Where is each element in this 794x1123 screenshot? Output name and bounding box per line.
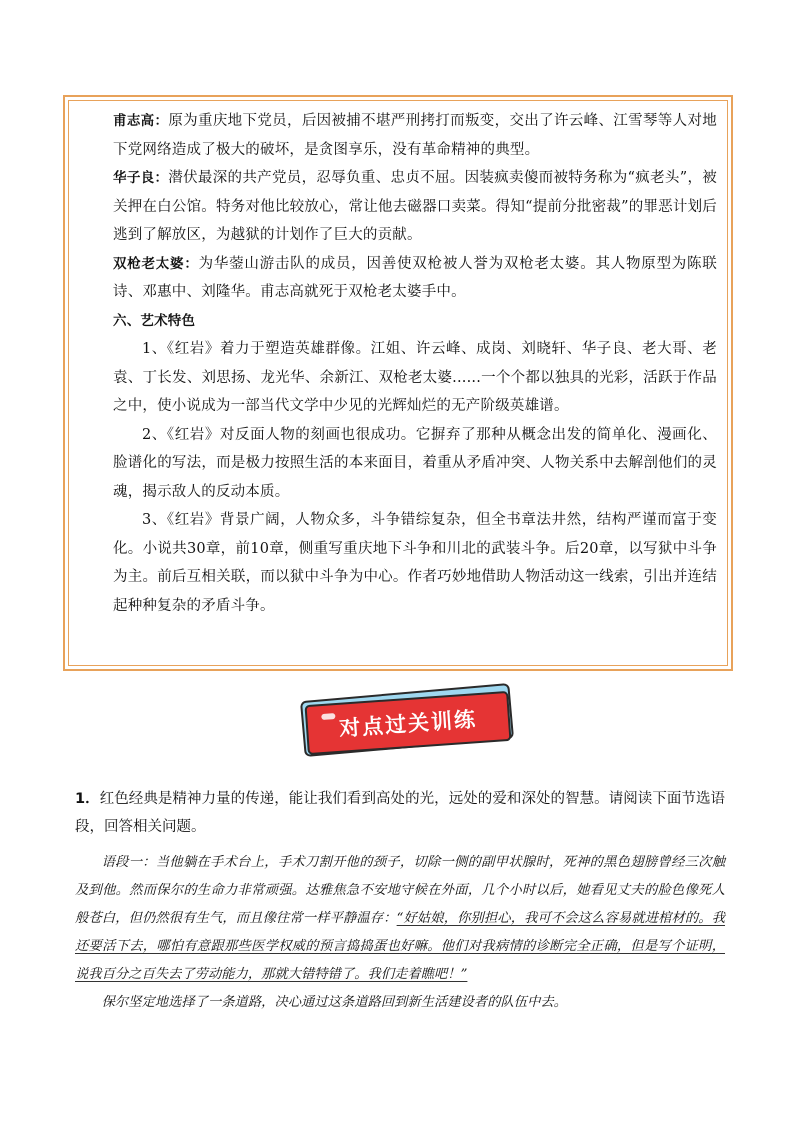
section-heading: 六、艺术特色 <box>113 312 196 329</box>
art-point: 3、《红岩》背景广阔，人物众多，斗争错综复杂，但全书章法井然，结构严谨而富于变化。小说共30章，前10章，侧重写重庆地下斗争和川北的武装斗争。后20章，以写狱中斗争为主。前后互相关联，而以狱中斗争为中心。作者巧妙地借助人物活动这一线索，引出并连结起种种复杂的矛盾斗争。 <box>113 512 717 614</box>
character-name: 双枪老太婆： <box>113 255 199 272</box>
banner-title: 对点过关训练 <box>338 707 478 741</box>
passage-block <box>75 849 725 1017</box>
character-entry <box>113 107 717 164</box>
section-banner <box>300 688 514 758</box>
passage-paragraph <box>75 849 725 989</box>
passage-quote-underlined: “好姑娘，你别担心，我可不会这么容易就进棺材的。我还要活下去，哪怕有意跟那些医学权威的预言捣捣蛋也好嘛。他们对我病情的诊断完全正确，但是写个证明，说我百分之百失去了劳动能力，那就大错特错了。我们走着瞧吧！” <box>75 911 726 982</box>
art-point: 1、《红岩》着力于塑造英雄群像。江姐、许云峰、成岗、刘晓轩、华子良、老大哥、老袁、丁长发、刘思扬、龙光华、余新江、双枪老太婆......一个个都以独具的光彩，活跃于作品之中，使小说成为一部当代文学中少见的光辉灿烂的无产阶级英雄谱。 <box>113 341 717 414</box>
character-desc: 潜伏最深的共产党员，忍辱负重、忠贞不屈。因装疯卖傻而被特务称为“疯老头”，被关押在白公馆。特务对他比较放心，常让他去磁器口卖菜。得知“提前分批密裁”的罪恶计划后逃到了解放区，为越狱的计划作了巨大的贡献。 <box>113 170 717 243</box>
passage-intro: 语段一：当他躺在手术台上，手术刀割开他的颈子，切除一侧的副甲状腺时，死神的黑色翅膀曾经三次触及到他。然而保尔的生命力非常顽强。达雅焦急不安地守候在外面，几个小时以后，她看见丈夫的脸色像死人般苍白，但仍然很有生气，而且像往常一样平静温存： <box>75 855 725 926</box>
question-text: 红色经典是精神力量的传递，能让我们看到高处的光，远处的爱和深处的智慧。请阅读下面节选语段，回答相关问题。 <box>75 791 726 835</box>
character-name: 华子良： <box>113 170 169 186</box>
banner-shine-icon <box>321 713 335 720</box>
character-entry <box>113 164 717 250</box>
character-name: 甫志高： <box>113 113 169 129</box>
character-desc: 为华蓥山游击队的成员，因善使双枪被人誉为双枪老太婆。其人物原型为陈联诗、邓惠中、刘隆华。甫志高就死于双枪老太婆手中。 <box>113 255 718 300</box>
character-entry <box>113 250 717 307</box>
character-desc: 原为重庆地下党员，后因被捕不堪严刑拷打而叛变，交出了许云峰、江雪琴等人对地下党网络造成了极大的破坏，是贪图享乐，没有革命精神的典型。 <box>113 113 717 158</box>
question-1 <box>75 785 725 841</box>
content-frame <box>63 95 733 671</box>
art-point: 2、《红岩》对反面人物的刻画也很成功。它摒弃了那种从概念出发的简单化、漫画化、脸谱化的写法，而是极力按照生活的本来面目，着重从矛盾冲突、人物关系中去解剖他们的灵魂，揭示敌人的反动本质。 <box>113 426 717 500</box>
frame-content <box>113 107 717 620</box>
passage-next: 保尔坚定地选择了一条道路，决心通过这条道路回到新生活建设者的队伍中去。 <box>101 995 567 1010</box>
question-number: 1． <box>75 791 100 807</box>
